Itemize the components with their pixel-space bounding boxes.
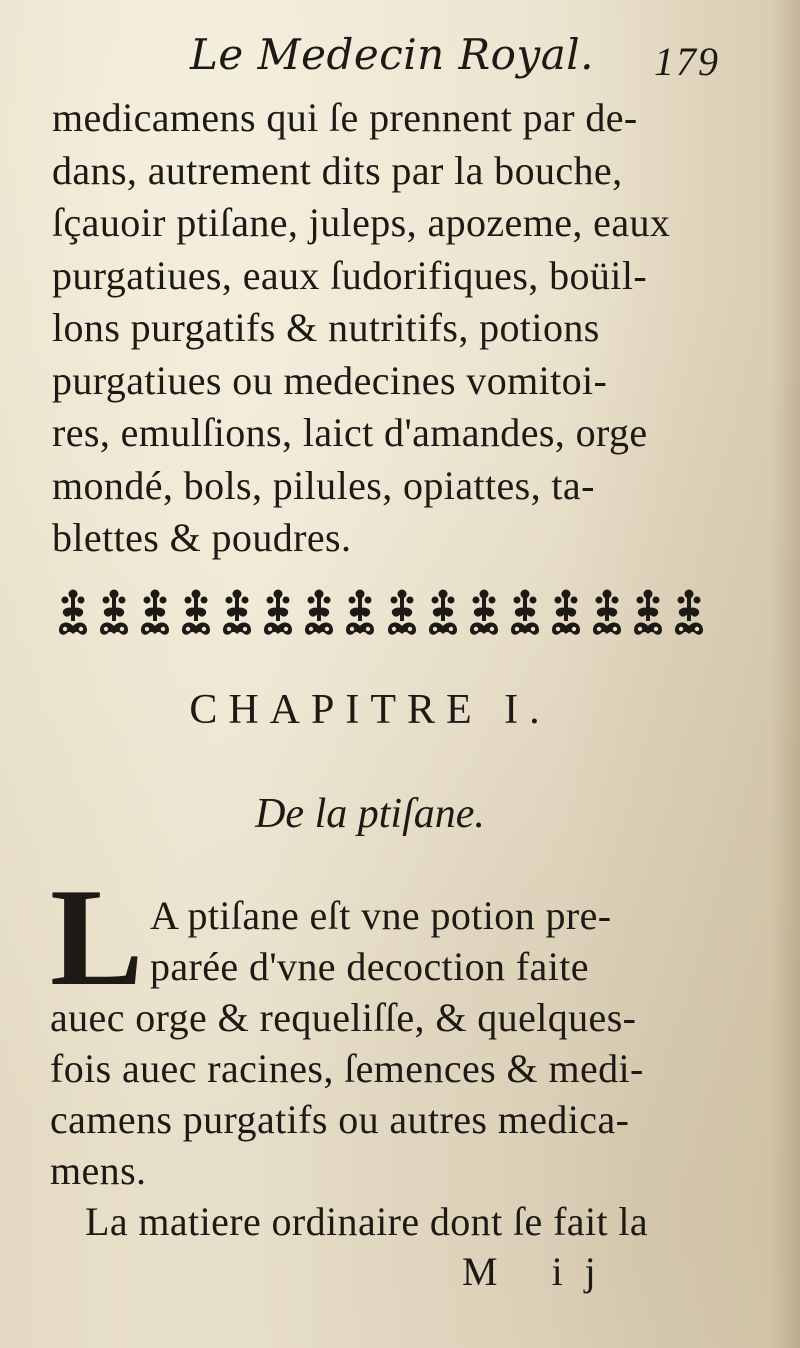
drop-cap: L [50, 860, 144, 1015]
running-title: Le Medecin Royal. [190, 30, 595, 79]
fleuron-icon [138, 588, 172, 638]
text-line: mondé, bols, pilules, opiattes, ta- [52, 462, 595, 508]
fleuron-icon [97, 588, 131, 638]
fleuron-icon [549, 588, 583, 638]
fleuron-icon [467, 588, 501, 638]
text-line: auec orge & requeliſſe, & quelques- [50, 995, 637, 1040]
text-line: ſçauoir ptiſane, juleps, apozeme, eaux [52, 200, 671, 245]
fleuron-icon [302, 588, 336, 638]
paragraph [0, 890, 720, 1247]
fleuron-icon [590, 588, 624, 638]
continued-text [52, 92, 712, 565]
text-line: res, emulſions, laict d'amandes, orge [52, 410, 648, 455]
fleuron-icon [261, 588, 295, 638]
page-header [190, 30, 720, 86]
fleuron-icon [56, 588, 90, 638]
text-line: medicamens qui ſe prennent par de- [52, 95, 638, 140]
text-line: dans, autrement dits par la bouche, [52, 147, 623, 193]
text-line: purgatiues, eaux ſudorifiques, boüil- [52, 252, 648, 298]
section-title: De la ptiſane. [255, 791, 485, 837]
text-line: fois auec racines, ſemences & medi- [50, 1046, 644, 1091]
fleuron-icon [385, 588, 419, 638]
ornament-band [56, 586, 706, 640]
text-line: lons purgatifs & nutritifs, potions [52, 305, 600, 350]
fleuron-icon [343, 588, 377, 638]
fleuron-icon [179, 588, 213, 638]
page-number: 179 [654, 39, 720, 84]
signature-mark: M ij [462, 1249, 618, 1294]
chapter-heading: CHAPITRE I. [189, 687, 551, 733]
text-line: A ptiſane eſt vne potion pre- [150, 893, 612, 938]
text-line: blettes & poudres. [52, 515, 352, 560]
fleuron-icon [426, 588, 460, 638]
text-line: purgatiues ou medecines vomitoi- [52, 357, 608, 403]
text-line: mens. [50, 1148, 147, 1193]
fleuron-icon [508, 588, 542, 638]
fleuron-icon [672, 588, 706, 638]
text-line: La matiere ordinaire dont ſe fait la [85, 1199, 649, 1244]
text-line: parée d'vne decoction faite [150, 944, 589, 989]
fleuron-icon [631, 588, 665, 638]
text-line: camens purgatifs ou autres medica- [50, 1097, 630, 1142]
fleuron-icon [220, 588, 254, 638]
